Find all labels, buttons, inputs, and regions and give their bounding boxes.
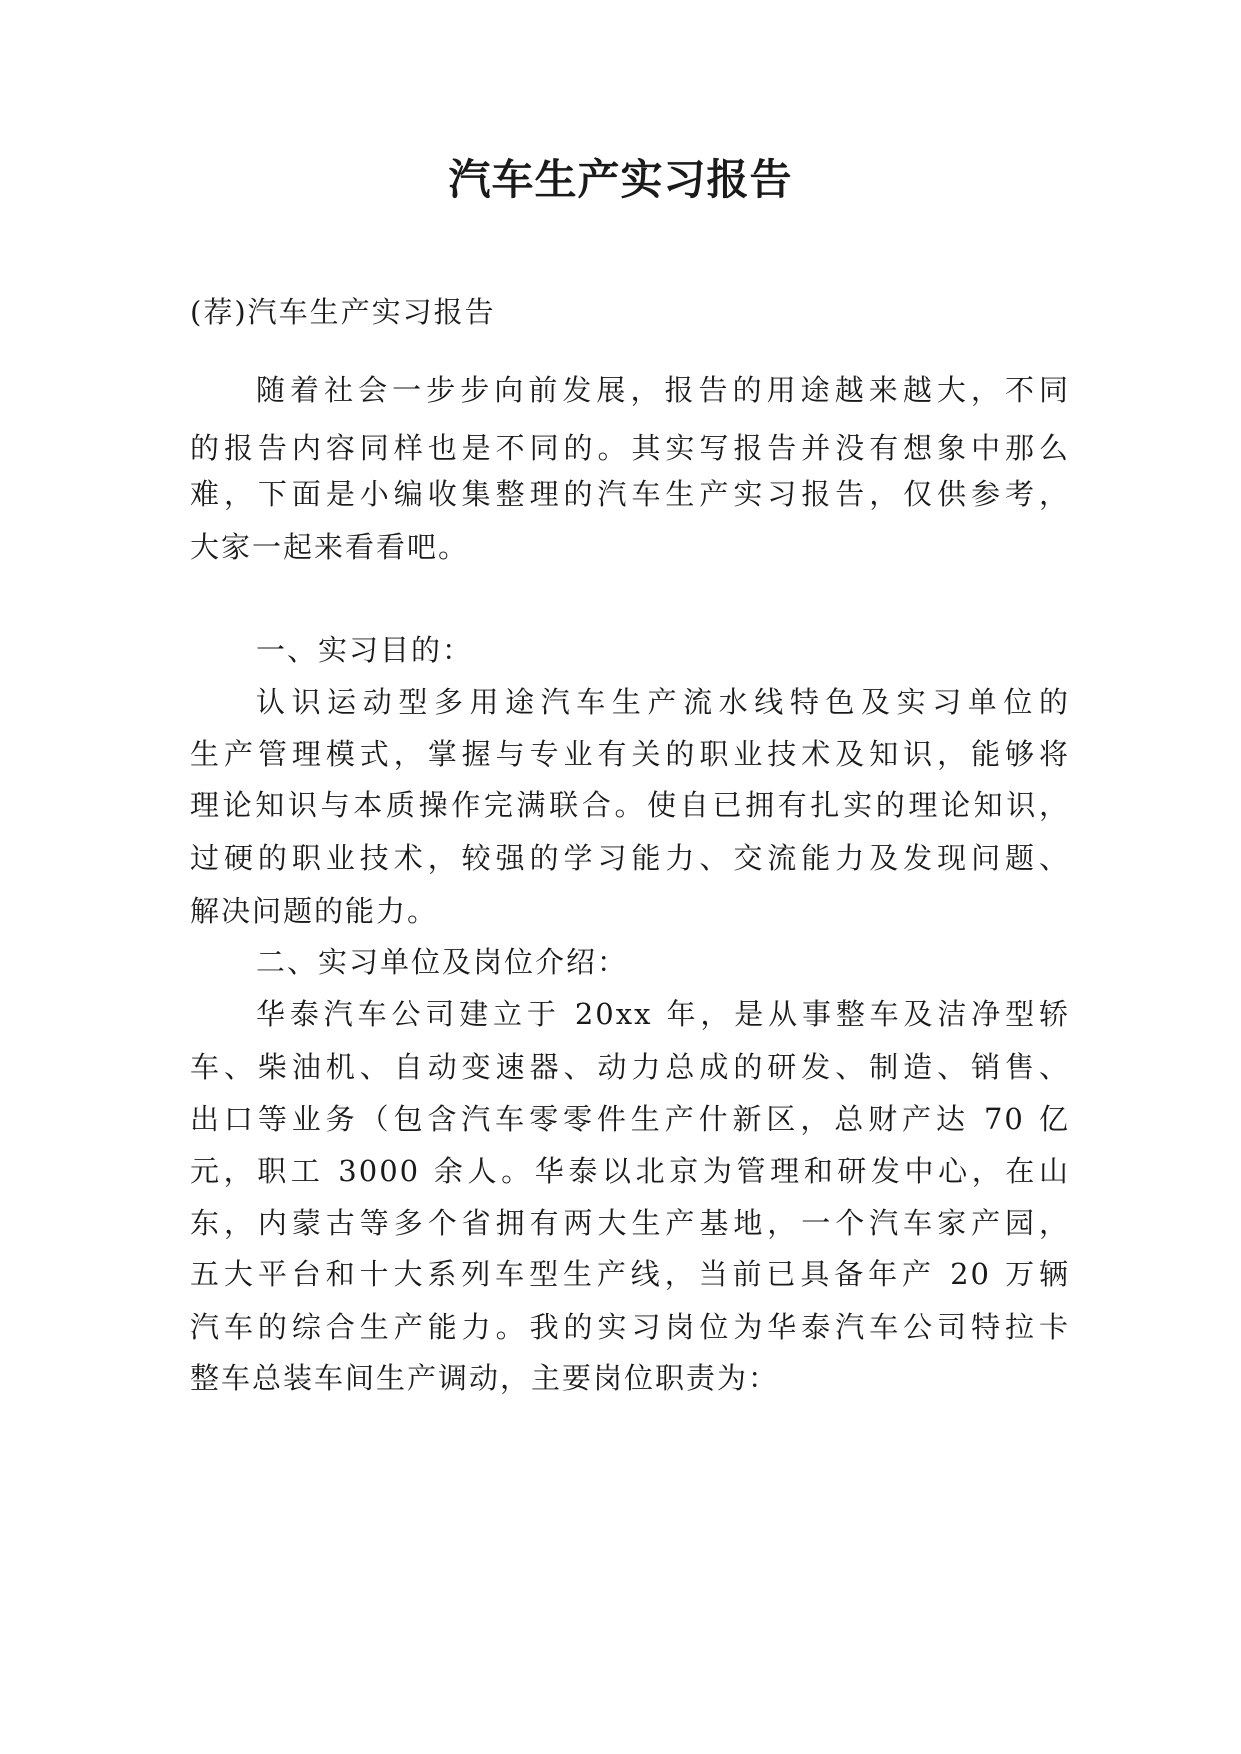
section2-line-4: 元，职工 3000 余人。华泰以北京为管理和研发中心，在山: [190, 1154, 1070, 1188]
section2-line-1: 华泰汽车公司建立于 20xx 年，是从事整车及洁净型轿: [256, 997, 1070, 1031]
section2-line-8: 整车总装车间生产调动，主要岗位职责为：: [190, 1361, 780, 1395]
section2-line-7: 汽车的综合生产能力。我的实习岗位为华泰汽车公司特拉卡: [190, 1310, 1070, 1344]
document-subtitle: (荐)汽车生产实习报告: [190, 295, 496, 329]
intro-line-4: 大家一起来看看吧。: [190, 530, 470, 564]
section1-line-4: 过硬的职业技术，较强的学习能力、交流能力及发现问题、: [190, 841, 1070, 875]
section2-line-2: 车、柴油机、自动变速器、动力总成的研发、制造、销售、: [190, 1050, 1070, 1084]
intro-line-2: 的报告内容同样也是不同的。其实写报告并没有想象中那么: [190, 431, 1070, 465]
section1-line-1: 认识运动型多用途汽车生产流水线特色及实习单位的: [256, 685, 1070, 719]
document-title: 汽车生产实习报告: [448, 155, 793, 204]
section1-line-2: 生产管理模式，掌握与专业有关的职业技术及知识，能够将: [190, 737, 1070, 771]
section2-heading: 二、实习单位及岗位介绍：: [256, 945, 629, 979]
section1-line-3: 理论知识与本质操作完满联合。使自已拥有扎实的理论知识，: [190, 788, 1070, 822]
section2-line-5: 东，内蒙古等多个省拥有两大生产基地，一个汽车家产园，: [190, 1206, 1070, 1240]
section1-heading: 一、实习目的：: [256, 633, 474, 667]
intro-line-3: 难，下面是小编收集整理的汽车生产实习报告，仅供参考，: [190, 477, 1070, 511]
section1-line-5: 解决问题的能力。: [190, 894, 439, 928]
section2-line-6: 五大平台和十大系列车型生产线，当前已具备年产 20 万辆: [190, 1257, 1070, 1291]
intro-line-1: 随着社会一步步向前发展，报告的用途越来越大，不同: [256, 373, 1070, 407]
section2-line-3: 出口等业务（包含汽车零零件生产什新区，总财产达 70 亿: [190, 1102, 1070, 1136]
